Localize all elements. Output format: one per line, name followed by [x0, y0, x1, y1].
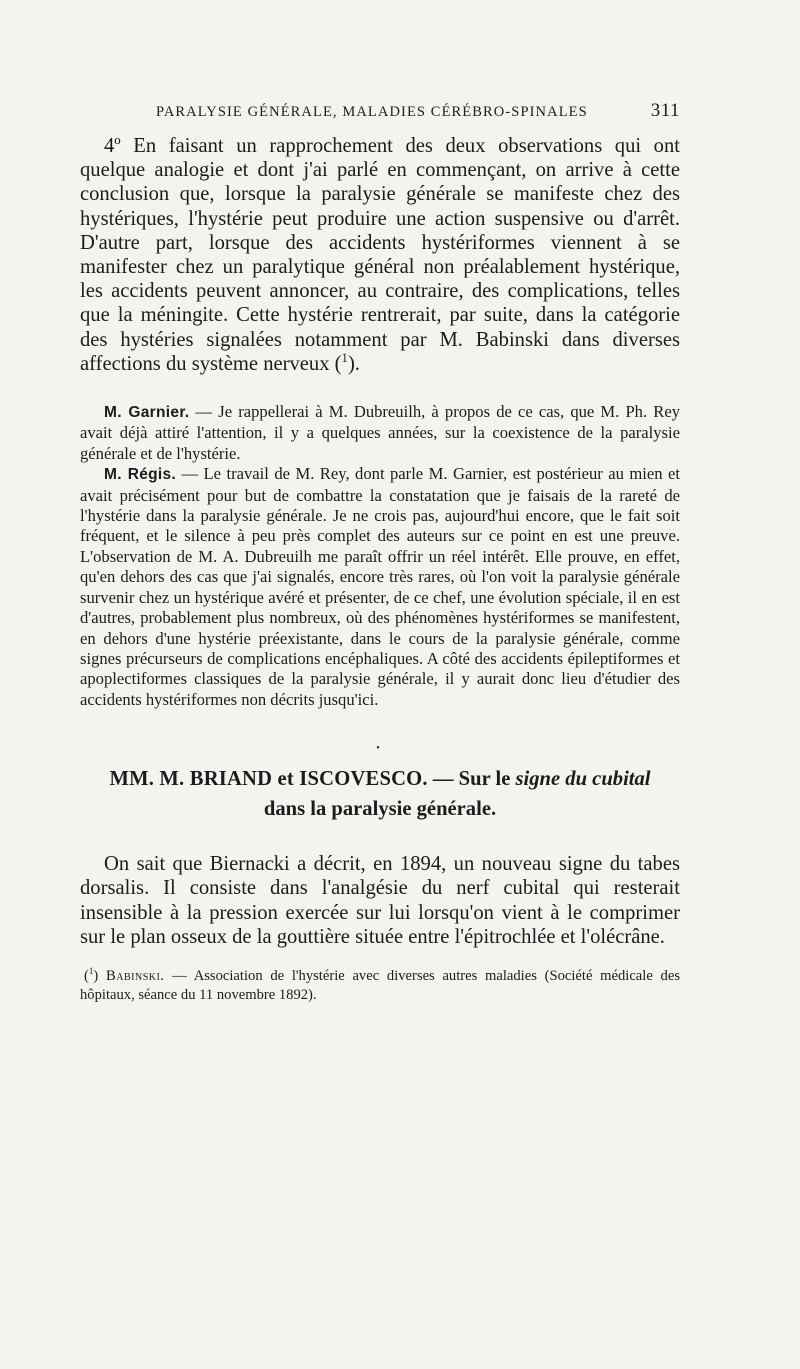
section-authors: MM. M. BRIAND et ISCOVESCO. — [109, 768, 428, 791]
discussion-block — [80, 402, 680, 710]
speaker-name: M. Régis. — [104, 466, 177, 484]
section-divider: • — [376, 743, 380, 755]
cubital-sign-paragraph: On sait que Biernacki a décrit, en 1894, un nouveau signe du tabes dorsalis. Il consiste dans l'analgésie du nerf cubital qui resterait insensible à la pression exercée sur lui lorsqu'on vient à le comprimer sur le plan osseux de la gouttière située entre l'épitrochlée et l'olécrâne. — [80, 853, 680, 948]
discussion-regis — [80, 464, 680, 710]
footnote-reference: 1 — [341, 350, 348, 365]
speaker-name: M. Garnier. — [104, 404, 190, 422]
section-title-line2: dans la paralysie générale. — [263, 798, 497, 821]
book-page — [80, 100, 680, 1005]
discussion-garnier — [80, 402, 680, 464]
running-title: PARALYSIE GÉNÉRALE, MALADIES CÉRÉBRO-SPINALES — [156, 104, 588, 120]
footnote — [80, 967, 680, 1005]
section-title-italic: signe du cubital — [515, 768, 651, 791]
section-dash: — — [427, 768, 459, 791]
section-title-prefix: Sur le — [458, 768, 516, 791]
footnote-author: Babinski. — [106, 967, 165, 984]
footnote-marker: 1 — [88, 966, 94, 977]
conclusion-text-end: ). — [347, 352, 360, 375]
running-header — [80, 100, 680, 134]
section-heading — [80, 764, 680, 824]
conclusion-text: 4º En faisant un rapprochement des deux observations qui ont quelque analogie et dont j'ai parlé en commençant, on arrive à cette conclusion que, lorsque la paralysie générale se manifeste chez des hystériques, l'hystérie peut produire une action suspensive ou d'arrêt. D'autre part, lorsque des accidents hystériformes viennent à se manifester chez un paralytique général non préalablement hystérique, les accidents peuvent annoncer, au contraire, des complications, telles que la méningite. Cette hystérie rentrerait, par suite, dans la catégorie des hystéries signalées notamment par M. Babinski dans diverses affections du système nerveux ( — [80, 135, 680, 375]
page-number: 311 — [650, 100, 680, 121]
discussion-text: — Je rappellerai à M. Dubreuilh, à propos de ce cas, que M. Ph. Rey avait déjà attiré l'attention, il y a quelques années, sur la coexistence de la paralysie générale et de l'hystérie. — [80, 402, 680, 463]
conclusion-paragraph — [80, 134, 680, 376]
discussion-text: — Le travail de M. Rey, dont parle M. Garnier, est postérieur au mien et avait précisément pour but de combattre la constatation que je faisais de la rareté de l'hystérie dans la paralysie générale. Je ne crois pas, aujourd'hui encore, que le fait soit fréquent, et le silence à peu près complet des auteurs sur ce point en est une preuve. L'observation de M. A. Dubreuilh me paraît offrir un réel intérêt. Elle prouve, en effet, qu'en dehors des cas que j'ai signalés, encore très rares, où l'on voit la paralysie générale survenir chez un hystérique avéré et présenter, de ce chef, une évolution spéciale, il en est d'autres, probablement plus nombreux, où des phénomènes hystériformes se manifestent, en dehors d'une hystérie préexistante, dans le cours de la paralysie générale, comme signes précurseurs de complications encéphaliques. A côté des accidents épileptiformes et apoplectiformes classiques de la paralysie générale, il y aurait donc lieu d'étudier des accidents hystériformes non décrits jusqu'ici. — [80, 464, 680, 709]
footnote-marker-wrap: ($^1$) — [84, 966, 99, 984]
footnote-text: — Association de l'hystérie avec diverses autres maladies (Société médicale des hôpitaux, séance du 11 novembre 1892). — [80, 967, 680, 1003]
